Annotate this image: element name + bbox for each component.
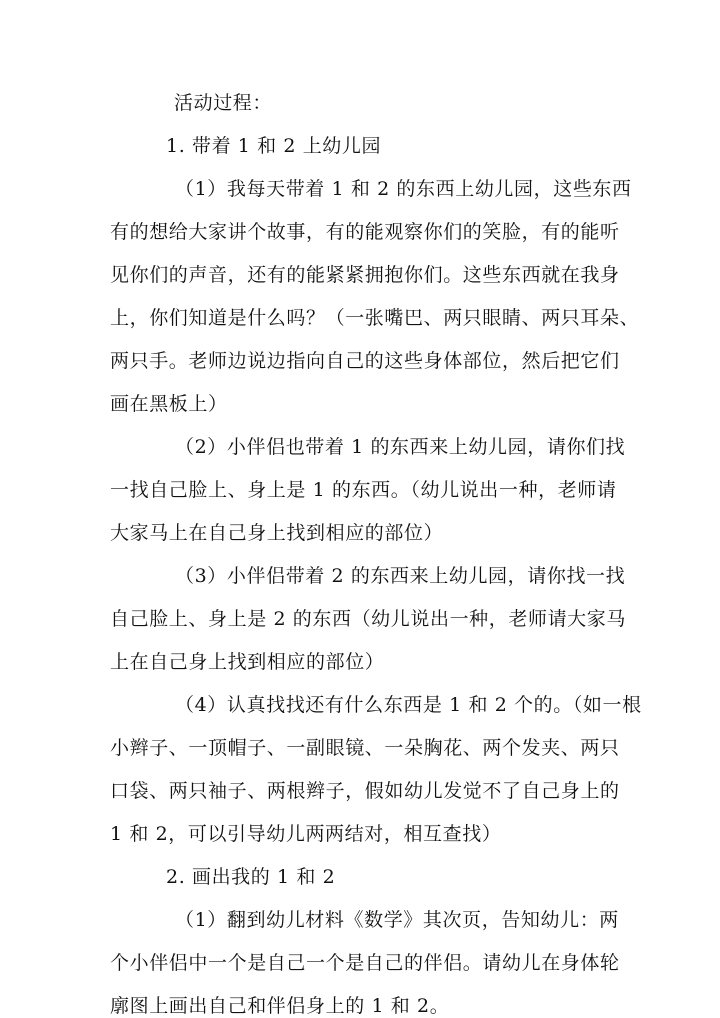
paragraph-line: 画在黑板上） — [110, 393, 228, 415]
paragraph-line: 上在自己身上找到相应的部位） — [110, 651, 385, 673]
paragraph-line: （1）翻到幼儿材料《数学》其次页，告知幼儿：两 — [175, 909, 619, 931]
paragraph-line: （1）我每天带着 1 和 2 的东西上幼儿园，这些东西 — [175, 178, 632, 200]
paragraph-line: （3）小伴侣带着 2 的东西来上幼儿园，请你找一找 — [175, 565, 626, 587]
section-heading: 活动过程： — [174, 92, 273, 114]
paragraph-line: 有的想给大家讲个故事，有的能观察你们的笑脸，有的能听 — [110, 221, 620, 243]
subsection-heading-2: 2. 画出我的 1 和 2 — [166, 866, 336, 888]
paragraph-line: 小辫子、一顶帽子、一副眼镜、一朵胸花、两个发夹、两只 — [110, 737, 620, 759]
paragraph-line: 上，你们知道是什么吗？（一张嘴巴、两只眼睛、两只耳朵、 — [110, 307, 640, 329]
paragraph-line: 自己脸上、身上是 2 的东西（幼儿说出一种，老师请大家马 — [110, 608, 626, 630]
subsection-heading-1: 1. 带着 1 和 2 上幼儿园 — [166, 135, 382, 157]
paragraph-line: （4）认真找找还有什么东西是 1 和 2 个的。（如一根 — [175, 694, 642, 716]
paragraph-line: 一找自己脸上、身上是 1 的东西。（幼儿说出一种，老师请 — [110, 479, 617, 501]
paragraph-line: （2）小伴侣也带着 1 的东西来上幼儿园，请你们找 — [175, 436, 626, 458]
paragraph-line: 个小伴侣中一个是自己一个是自己的伴侣。请幼儿在身体轮 — [110, 952, 620, 974]
paragraph-line: 大家马上在自己身上找到相应的部位） — [110, 522, 444, 544]
paragraph-line: 1 和 2，可以引导幼儿两两结对，相互查找） — [110, 823, 502, 845]
paragraph-line: 见你们的声音，还有的能紧紧拥抱你们。这些东西就在我身 — [110, 264, 620, 286]
paragraph-line: 两只手。老师边说边指向自己的这些身体部位，然后把它们 — [110, 350, 620, 372]
paragraph-line: 廓图上画出自己和伴侣身上的 1 和 2。 — [110, 995, 450, 1017]
paragraph-line: 口袋、两只袖子、两根辫子，假如幼儿发觉不了自己身上的 — [110, 780, 620, 802]
